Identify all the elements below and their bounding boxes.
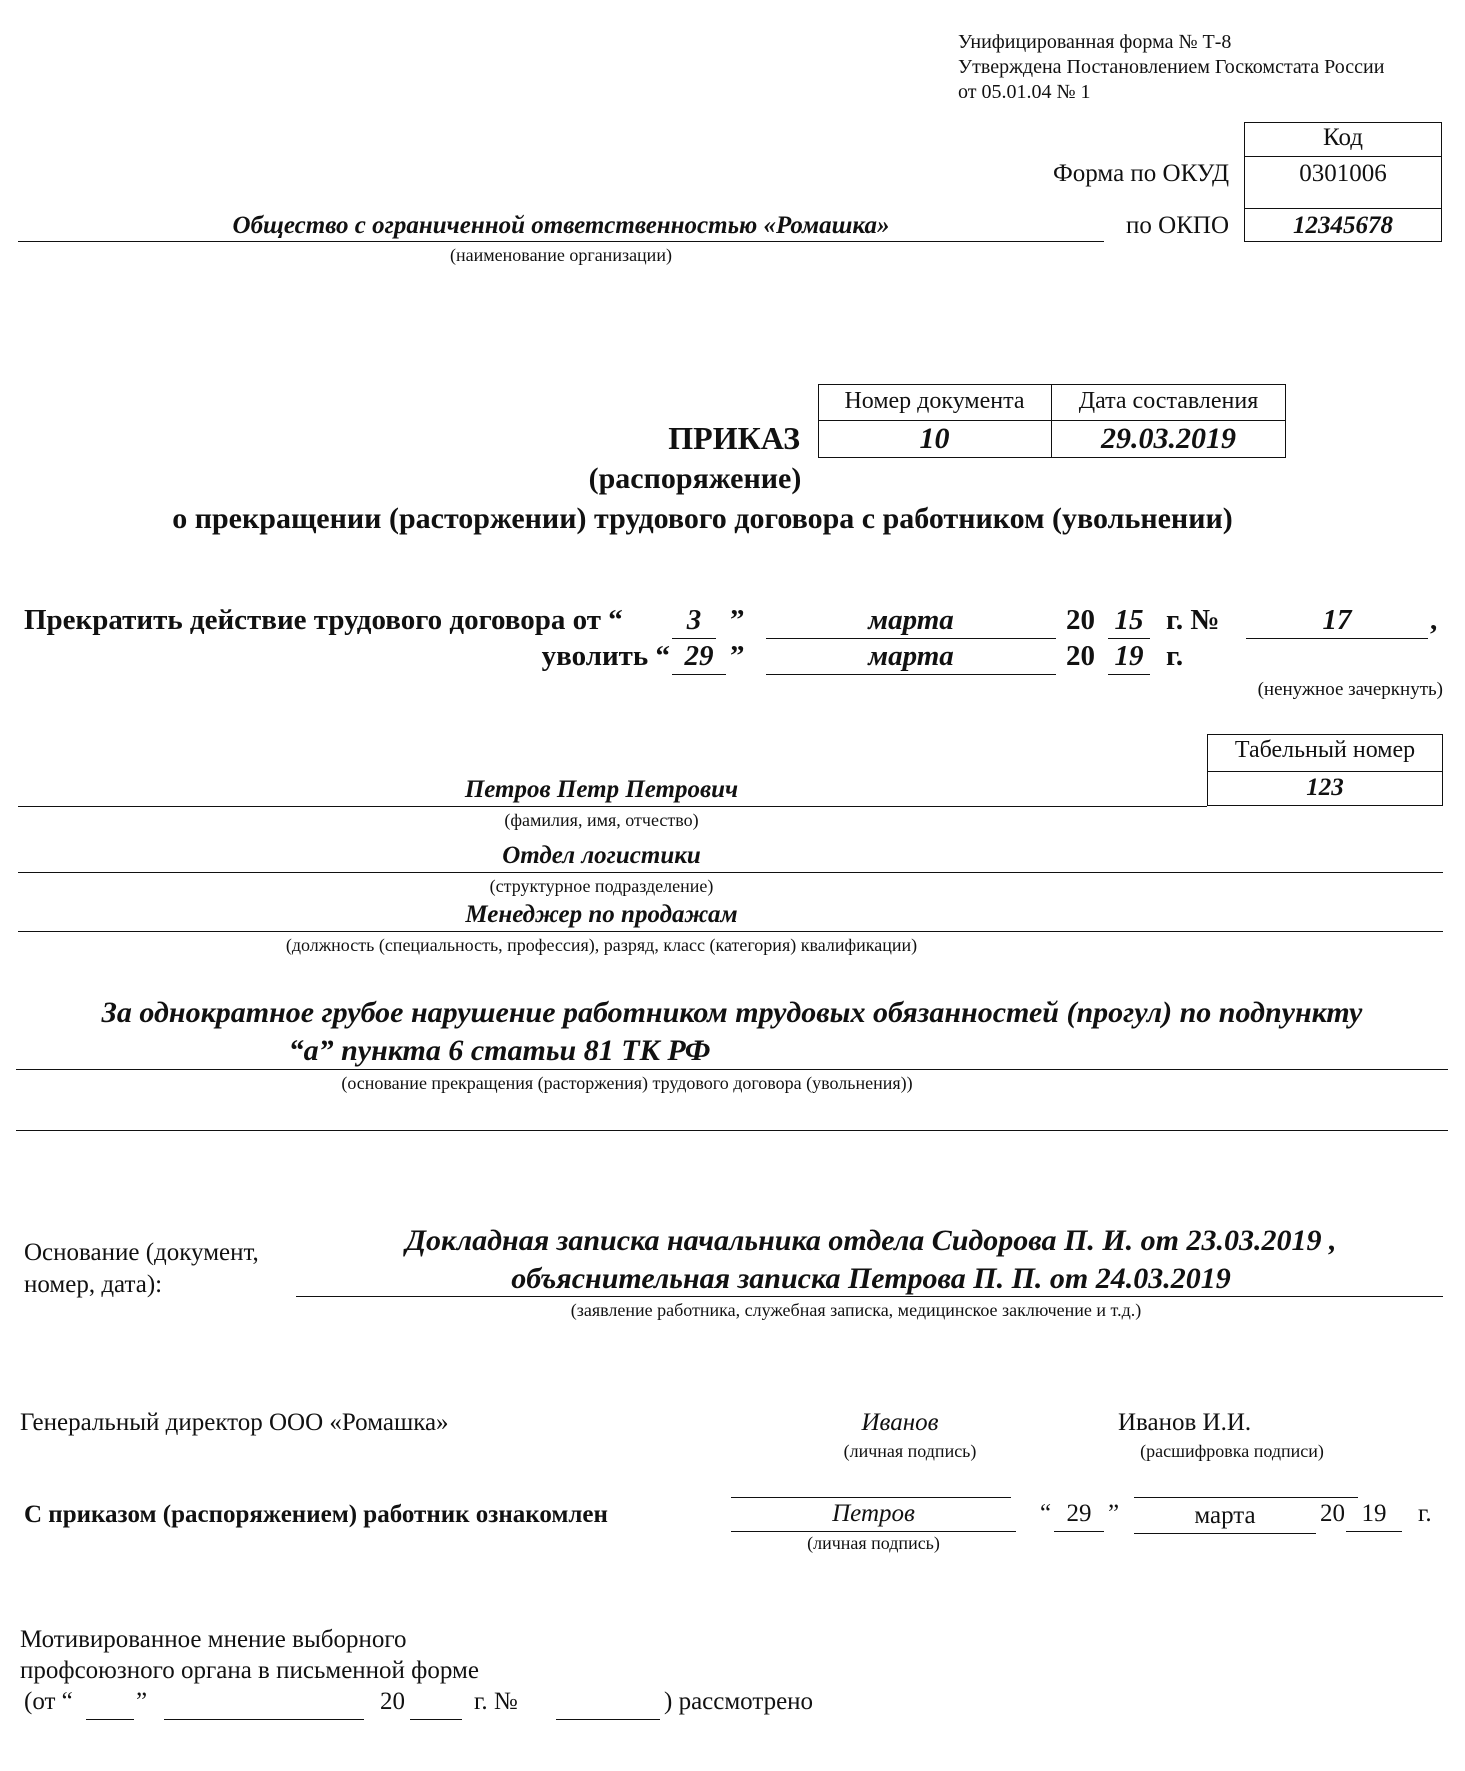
ack-century: 20 bbox=[1320, 1500, 1345, 1527]
director-signature: Иванов bbox=[861, 1409, 939, 1436]
tab-number: 123 bbox=[1306, 774, 1344, 801]
employee-position: Менеджер по продажам bbox=[465, 901, 738, 928]
basis-value-line2: объяснительная записка Петрова П. П. от 24.03.2019 bbox=[511, 1262, 1231, 1295]
dismiss-century: 20 bbox=[1066, 640, 1095, 672]
dismiss-year: 19 bbox=[1108, 640, 1150, 675]
contract-month: марта bbox=[766, 604, 1056, 639]
grounds-line1: За однократное грубое нарушение работником трудовых обязанностей (прогул) по подпункту bbox=[101, 996, 1363, 1029]
organization-name: Общество с ограниченной ответственностью «Ромашка» bbox=[232, 212, 890, 239]
ack-day: 29 bbox=[1054, 1500, 1104, 1532]
union-g-no: г. № bbox=[474, 1688, 518, 1715]
union-close-quote: ” bbox=[136, 1688, 148, 1715]
union-prefix: (от “ bbox=[24, 1688, 73, 1715]
strike-note: (ненужное зачеркнуть) bbox=[1257, 679, 1443, 700]
order-subject: о прекращении (расторжении) трудового договора с работником (увольнении) bbox=[172, 502, 1233, 535]
ack-year: 19 bbox=[1346, 1500, 1402, 1532]
basis-label bbox=[24, 1237, 259, 1301]
ack-g: г. bbox=[1418, 1500, 1432, 1527]
dismiss-prefix: уволить “ bbox=[541, 640, 670, 672]
contract-number: 17 bbox=[1246, 604, 1428, 639]
union-month-blank[interactable] bbox=[164, 1690, 364, 1720]
order-title: ПРИКАЗ bbox=[668, 420, 800, 456]
dismiss-g: г. bbox=[1166, 640, 1184, 672]
termination-prefix: Прекратить действие трудового договора от “ bbox=[24, 604, 623, 636]
contract-year: 15 bbox=[1108, 604, 1150, 639]
form-header bbox=[958, 30, 1384, 105]
acknowledgement-signature-caption: (личная подпись) bbox=[807, 1533, 940, 1553]
contract-century: 20 bbox=[1066, 604, 1095, 636]
basis-label-line2: номер, дата): bbox=[24, 1271, 163, 1298]
order-subtitle: (распоряжение) bbox=[588, 462, 802, 495]
dismiss-day-close-quote: ” bbox=[730, 640, 745, 672]
union-year-blank[interactable] bbox=[410, 1690, 462, 1720]
employee-department: Отдел логистики bbox=[502, 842, 701, 869]
acknowledgement-signature: Петров bbox=[731, 1500, 1016, 1532]
okpo-value: 12345678 bbox=[1293, 212, 1393, 239]
acknowledgement-label: С приказом (распоряжением) работник ознакомлен bbox=[24, 1501, 608, 1528]
basis-caption: (заявление работника, служебная записка, медицинское заключение и т.д.) bbox=[570, 1300, 1142, 1320]
doc-date-label: Дата составления bbox=[1078, 388, 1259, 414]
contract-day-close-quote: ” bbox=[730, 604, 745, 636]
employee-position-caption: (должность (специальность, профессия), разряд, класс (категория) квалификации) bbox=[285, 935, 918, 955]
union-day-blank[interactable] bbox=[86, 1690, 134, 1720]
doc-number-label: Номер документа bbox=[844, 388, 1025, 414]
grounds-caption: (основание прекращения (расторжения) трудового договора (увольнения)) bbox=[341, 1073, 913, 1093]
union-suffix: ) рассмотрено bbox=[664, 1688, 814, 1715]
employee-name-caption: (фамилия, имя, отчество) bbox=[504, 810, 699, 830]
dismiss-month: марта bbox=[766, 640, 1056, 675]
ack-open-quote: “ bbox=[1040, 1500, 1052, 1527]
ack-close-quote: ” bbox=[1108, 1500, 1120, 1527]
codes-title: Код bbox=[1323, 124, 1363, 151]
okud-value: 0301006 bbox=[1299, 160, 1387, 187]
union-century: 20 bbox=[380, 1688, 405, 1715]
basis-label-line1: Основание (документ, bbox=[24, 1239, 259, 1266]
doc-number: 10 bbox=[919, 422, 950, 455]
tab-number-label: Табельный номер bbox=[1234, 737, 1416, 763]
ack-month: марта bbox=[1134, 1502, 1316, 1534]
contract-day: 3 bbox=[672, 604, 716, 639]
contract-comma: , bbox=[1430, 604, 1438, 636]
union-number-blank[interactable] bbox=[556, 1690, 660, 1720]
director-decoded: Иванов И.И. bbox=[1118, 1409, 1252, 1436]
director-signature-caption: (личная подпись) bbox=[843, 1441, 977, 1461]
basis-value-line1: Докладная записка начальника отдела Сидорова П. И. от 23.03.2019 , bbox=[405, 1224, 1337, 1257]
union-text bbox=[20, 1624, 479, 1686]
grounds-line2: “а” пункта 6 статьи 81 ТК РФ bbox=[288, 1034, 711, 1067]
contract-g-no: г. № bbox=[1166, 604, 1220, 636]
union-line1: Мотивированное мнение выборного bbox=[20, 1626, 407, 1653]
okpo-label: по ОКПО bbox=[1126, 212, 1229, 239]
form-header-line1: Унифицированная форма № Т-8 bbox=[958, 31, 1232, 53]
okud-label: Форма по ОКУД bbox=[1053, 160, 1229, 187]
director-decoded-caption: (расшифровка подписи) bbox=[1140, 1441, 1324, 1461]
form-header-line3: от 05.01.04 № 1 bbox=[958, 81, 1091, 103]
director-title: Генеральный директор ООО «Ромашка» bbox=[20, 1409, 449, 1436]
form-header-line2: Утверждена Постановлением Госкомстата России bbox=[958, 56, 1385, 78]
union-line2: профсоюзного органа в письменной форме bbox=[20, 1657, 479, 1684]
employee-name: Петров Петр Петрович bbox=[464, 776, 739, 803]
dismiss-day: 29 bbox=[672, 640, 726, 675]
organization-caption: (наименование организации) bbox=[450, 245, 672, 265]
employee-department-caption: (структурное подразделение) bbox=[489, 876, 714, 896]
doc-date: 29.03.2019 bbox=[1101, 422, 1236, 455]
